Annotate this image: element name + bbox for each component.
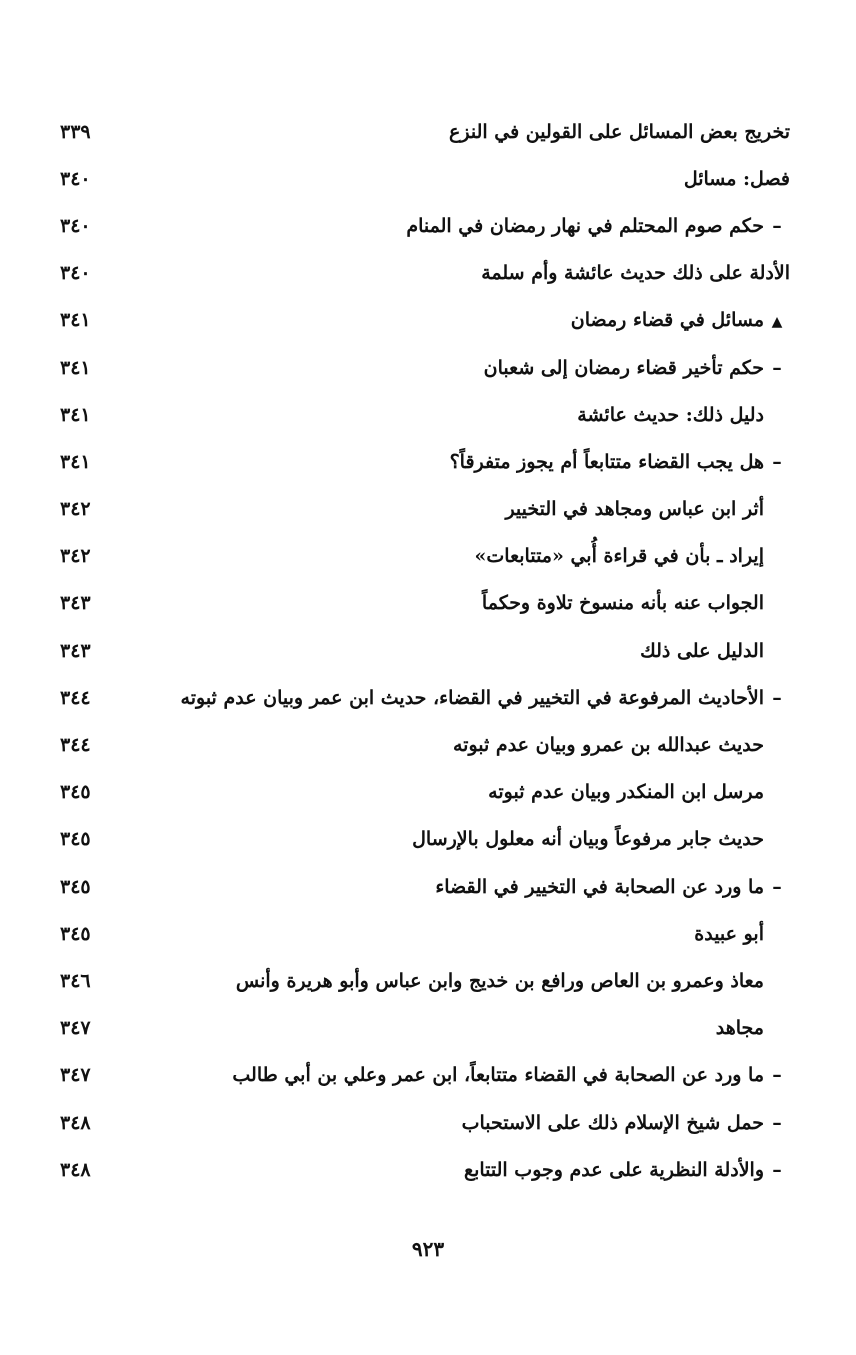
toc-entry [640,640,790,662]
toc-entry-title: والأدلة النظرية على عدم وجوب التتابع [463,1158,764,1181]
toc-entry-title: الجواب عنه بأنه منسوخ تلاوة وحكماً [481,592,764,615]
toc-entry-title: حمل شيخ الإسلام ذلك على الاستحباب [461,1111,764,1134]
toc-entry-page: ٣٤٦ [60,969,91,992]
dash-marker-icon [764,1064,790,1086]
toc-entry [488,781,790,803]
toc-entry [435,876,790,898]
toc-row [60,863,790,910]
page-number: ٩٢٣ [411,1237,445,1261]
toc-entry-page: ٣٤٠ [60,214,91,237]
toc-entry [694,923,790,945]
toc-entry [406,215,790,237]
toc-entry-page: ٣٤٨ [60,1158,91,1181]
toc-entry-title: مرسل ابن المنكدر وبيان عدم ثبوته [488,781,764,804]
toc-entry-page: ٣٤٥ [60,875,91,898]
toc-entry-title: إيراد ـ بأن في قراءة أُبي «متتابعات» [474,545,764,568]
toc-row [60,155,790,202]
toc-row [60,580,790,627]
toc-entry-title: ما ورد عن الصحابة في القضاء متتابعاً، ابن عمر وعلي بن أبي طالب [232,1064,764,1087]
toc-entry-page: ٣٤٢ [60,545,91,568]
toc-row [60,202,790,249]
toc-row [60,391,790,438]
toc-row [60,486,790,533]
toc-row [60,674,790,721]
toc-row [60,344,790,391]
dash-marker-icon [764,215,790,237]
toc-entry-page: ٣٤٥ [60,922,91,945]
dash-marker-icon [764,876,790,898]
toc-entry [412,828,790,850]
toc-row [60,1005,790,1052]
toc-entry [236,970,790,992]
toc-entry-page: ٣٤٢ [60,498,91,521]
toc-row [60,250,790,297]
toc-entry-title: مسائل في قضاء رمضان [570,309,764,332]
toc-entry [481,262,790,284]
toc-row [60,1052,790,1099]
dash-marker-icon [764,451,790,473]
toc-entry-title: دليل ذلك: حديث عائشة [577,403,764,426]
toc-entry-title: فصل: مسائل [683,167,790,190]
toc-row [60,627,790,674]
toc-row [60,1099,790,1146]
toc-entry-page: ٣٤٣ [60,639,91,662]
toc-entry-title: هل يجب القضاء متتابعاً أم يجوز متفرقاً؟ [449,450,764,473]
toc-entry-page: ٣٤١ [60,403,91,426]
toc-entry-page: ٣٤٧ [60,1017,91,1040]
table-of-contents [60,108,790,1193]
toc-row [60,1146,790,1193]
toc-entry [482,592,790,614]
toc-row [60,533,790,580]
toc-entry-page: ٣٤٠ [60,167,91,190]
triangle-marker-icon [764,309,790,331]
toc-entry-title: حديث عبدالله بن عمرو وبيان عدم ثبوته [453,734,764,757]
toc-entry [571,309,790,331]
toc-entry-page: ٣٤٨ [60,1111,91,1134]
dash-marker-icon [764,1159,790,1181]
toc-entry-title: حديث جابر مرفوعاً وبيان أنه معلول بالإرسال [412,828,764,851]
toc-entry [232,1064,790,1086]
toc-entry-title: الأدلة على ذلك حديث عائشة وأم سلمة [481,262,790,285]
toc-row [60,108,790,155]
dash-marker-icon [764,1112,790,1134]
toc-entry-page: ٣٤٠ [60,262,91,285]
toc-entry-title: معاذ وعمرو بن العاص ورافع بن خديج وابن عباس وأبو هريرة وأنس [235,969,764,992]
toc-entry-page: ٣٤٣ [60,592,91,615]
toc-entry [505,498,790,520]
dash-marker-icon [764,357,790,379]
toc-entry [453,734,790,756]
toc-entry [577,404,790,426]
toc-entry-title: أثر ابن عباس ومجاهد في التخيير [505,498,764,521]
toc-entry-page: ٣٤١ [60,309,91,332]
toc-row [60,957,790,1004]
toc-row [60,910,790,957]
toc-entry [484,357,790,379]
toc-entry [475,545,790,567]
toc-entry-page: ٣٤١ [60,450,91,473]
toc-row [60,721,790,768]
toc-row [60,769,790,816]
toc-entry-page: ٣٤٥ [60,828,91,851]
toc-row [60,297,790,344]
toc-entry [462,1112,790,1134]
toc-entry-title: تخريج بعض المسائل على القولين في النزع [449,120,790,143]
toc-entry-title: الدليل على ذلك [640,639,764,662]
toc-entry-page: ٣٤٤ [60,734,91,757]
toc-entry [684,168,790,190]
toc-entry-page: ٣٤٧ [60,1064,91,1087]
toc-entry-title: ما ورد عن الصحابة في التخيير في القضاء [435,875,764,898]
toc-entry [181,687,790,709]
toc-entry-title: الأحاديث المرفوعة في التخيير في القضاء، حديث ابن عمر وبيان عدم ثبوته [180,686,764,709]
toc-entry [450,451,790,473]
toc-entry [449,121,790,143]
toc-entry [716,1017,790,1039]
toc-row [60,438,790,485]
toc-entry [464,1159,790,1181]
toc-entry-page: ٣٣٩ [60,120,91,143]
toc-entry-title: مجاهد [715,1017,764,1040]
toc-entry-page: ٣٤١ [60,356,91,379]
toc-entry-page: ٣٤٥ [60,781,91,804]
toc-entry-title: حكم صوم المحتلم في نهار رمضان في المنام [406,214,764,237]
toc-entry-page: ٣٤٤ [60,686,91,709]
toc-entry-title: أبو عبيدة [694,922,764,945]
toc-entry-title: حكم تأخير قضاء رمضان إلى شعبان [483,356,764,379]
toc-row [60,816,790,863]
dash-marker-icon [764,687,790,709]
